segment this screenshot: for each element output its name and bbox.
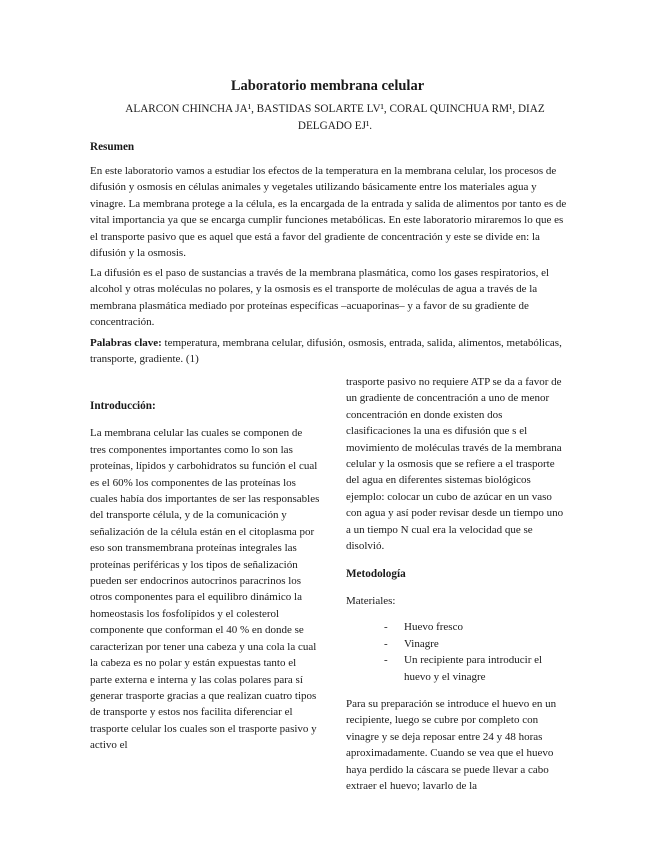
paper-title: Laboratorio membrana celular	[230, 78, 425, 94]
list-item: - Vinagre	[346, 636, 568, 652]
right-column	[346, 374, 568, 794]
preparation-paragraph: Para su preparación se introduce el huevo en un recipiente, luego se cubre por completo con vinagre y se deja reposar entre 24 y 48 horas aproximadamente. Cuando se vea que el huevo haya perdido la cáscara se puede llevar a cabo extraer el huevo; lavarlo de la	[346, 697, 557, 792]
abstract-paragraph-2: La difusión es el paso de sustancias a través de la membrana plasmática, como los gases respiratorios, el alcohol y otras moléculas no polares, y la osmosis es el transporte de moléculas de agua a través de la membrana plasmática mediado por proteínas específicas –acuaporinas– y a favor de su gradiente de concentración.	[90, 267, 550, 329]
list-item: - Huevo fresco	[346, 619, 568, 635]
list-item: - Un recipiente para introducir el huevo y el vinagre	[384, 654, 543, 683]
bullet-dash: -	[384, 621, 388, 634]
abstract-paragraph-1: En este laboratorio vamos a estudiar los efectos de la temperatura en la membrana celular, los procesos de difusión y osmosis en células animales y vegetales utilizando básicamente entre los materiales agua y vinagre. La membrana protege a la célula, es la encargada de la entrada y salida de alimentos por tanto es de vital importancia ya que se encarga cumplir funciones metabólicas. En este laboratorio miraremos lo que es el transporte pasivo que es aquel que está a favor del gradiente de concentración y este se divide en: la difusión y la osmosis.	[90, 165, 567, 260]
bullet-dash: -	[384, 637, 388, 650]
materials-label: Materiales:	[346, 594, 396, 607]
materials-list	[346, 619, 568, 685]
keywords-text: temperatura, membrana celular, difusión, osmosis, entrada, salida, alimentos, metabólicas, transporte, gradiente. (1)	[90, 337, 562, 366]
intro-heading: Introducción:	[90, 400, 156, 412]
bullet-dash: -	[384, 654, 388, 667]
intro-paragraph: La membrana celular las cuales se componen de tres componentes importantes como lo son las proteínas, lípidos y carbohidratos su función el cual es el 60% los componentes de las proteínas los cuales había dos importantes de ser las responsables del transporte célula, y de la comunicación y señalización de la célula están en el citoplasma por eso son transmembrana proteínas integrales las proteínas periféricas y los tipos de señalización pueden ser endocrinos autocrinos paracrinos los otros componentes para el equilibro dinámico la homeostasis los fosfolípidos y el colesterol componente que conforman el 40 % en donde se caracterizan por tener una cabeza y una cola la cual la cabeza es no polar y están expuestas tanto el parte externa e interna y las colas polares para sí generar trasporte gracias a que realizan cuatro tipos de transporte y estos nos facilita diferenciar el trasporte celular los cuales son el trasporte pasivo y activo el	[90, 427, 320, 752]
intro-continuation: trasporte pasivo no requiere ATP se da a favor de un gradiente de concentración a uno de menor concentración en donde existen dos clasificaciones la una es difusión que s el movimiento de moléculas través de la membrana celular y la osmosis que se refiere a el trasporte del agua en diferentes sistemas biológicos ejemplo: colocar un cubo de azúcar en un vaso con agua y así poder revisar desde un tiempo uno a un tiempo N cual era la velocidad que se disolvió.	[346, 376, 564, 553]
methodology-heading: Metodología	[346, 568, 406, 581]
abstract-heading: Resumen	[90, 141, 135, 153]
keywords-label: Palabras clave:	[90, 337, 162, 349]
author-list: ALARCON CHINCHA JA¹, BASTIDAS SOLARTE LV¹, CORAL QUINCHUA RM¹, DIAZ DELGADO EJ¹.	[125, 103, 545, 132]
left-column	[90, 398, 320, 754]
keywords	[90, 335, 568, 368]
